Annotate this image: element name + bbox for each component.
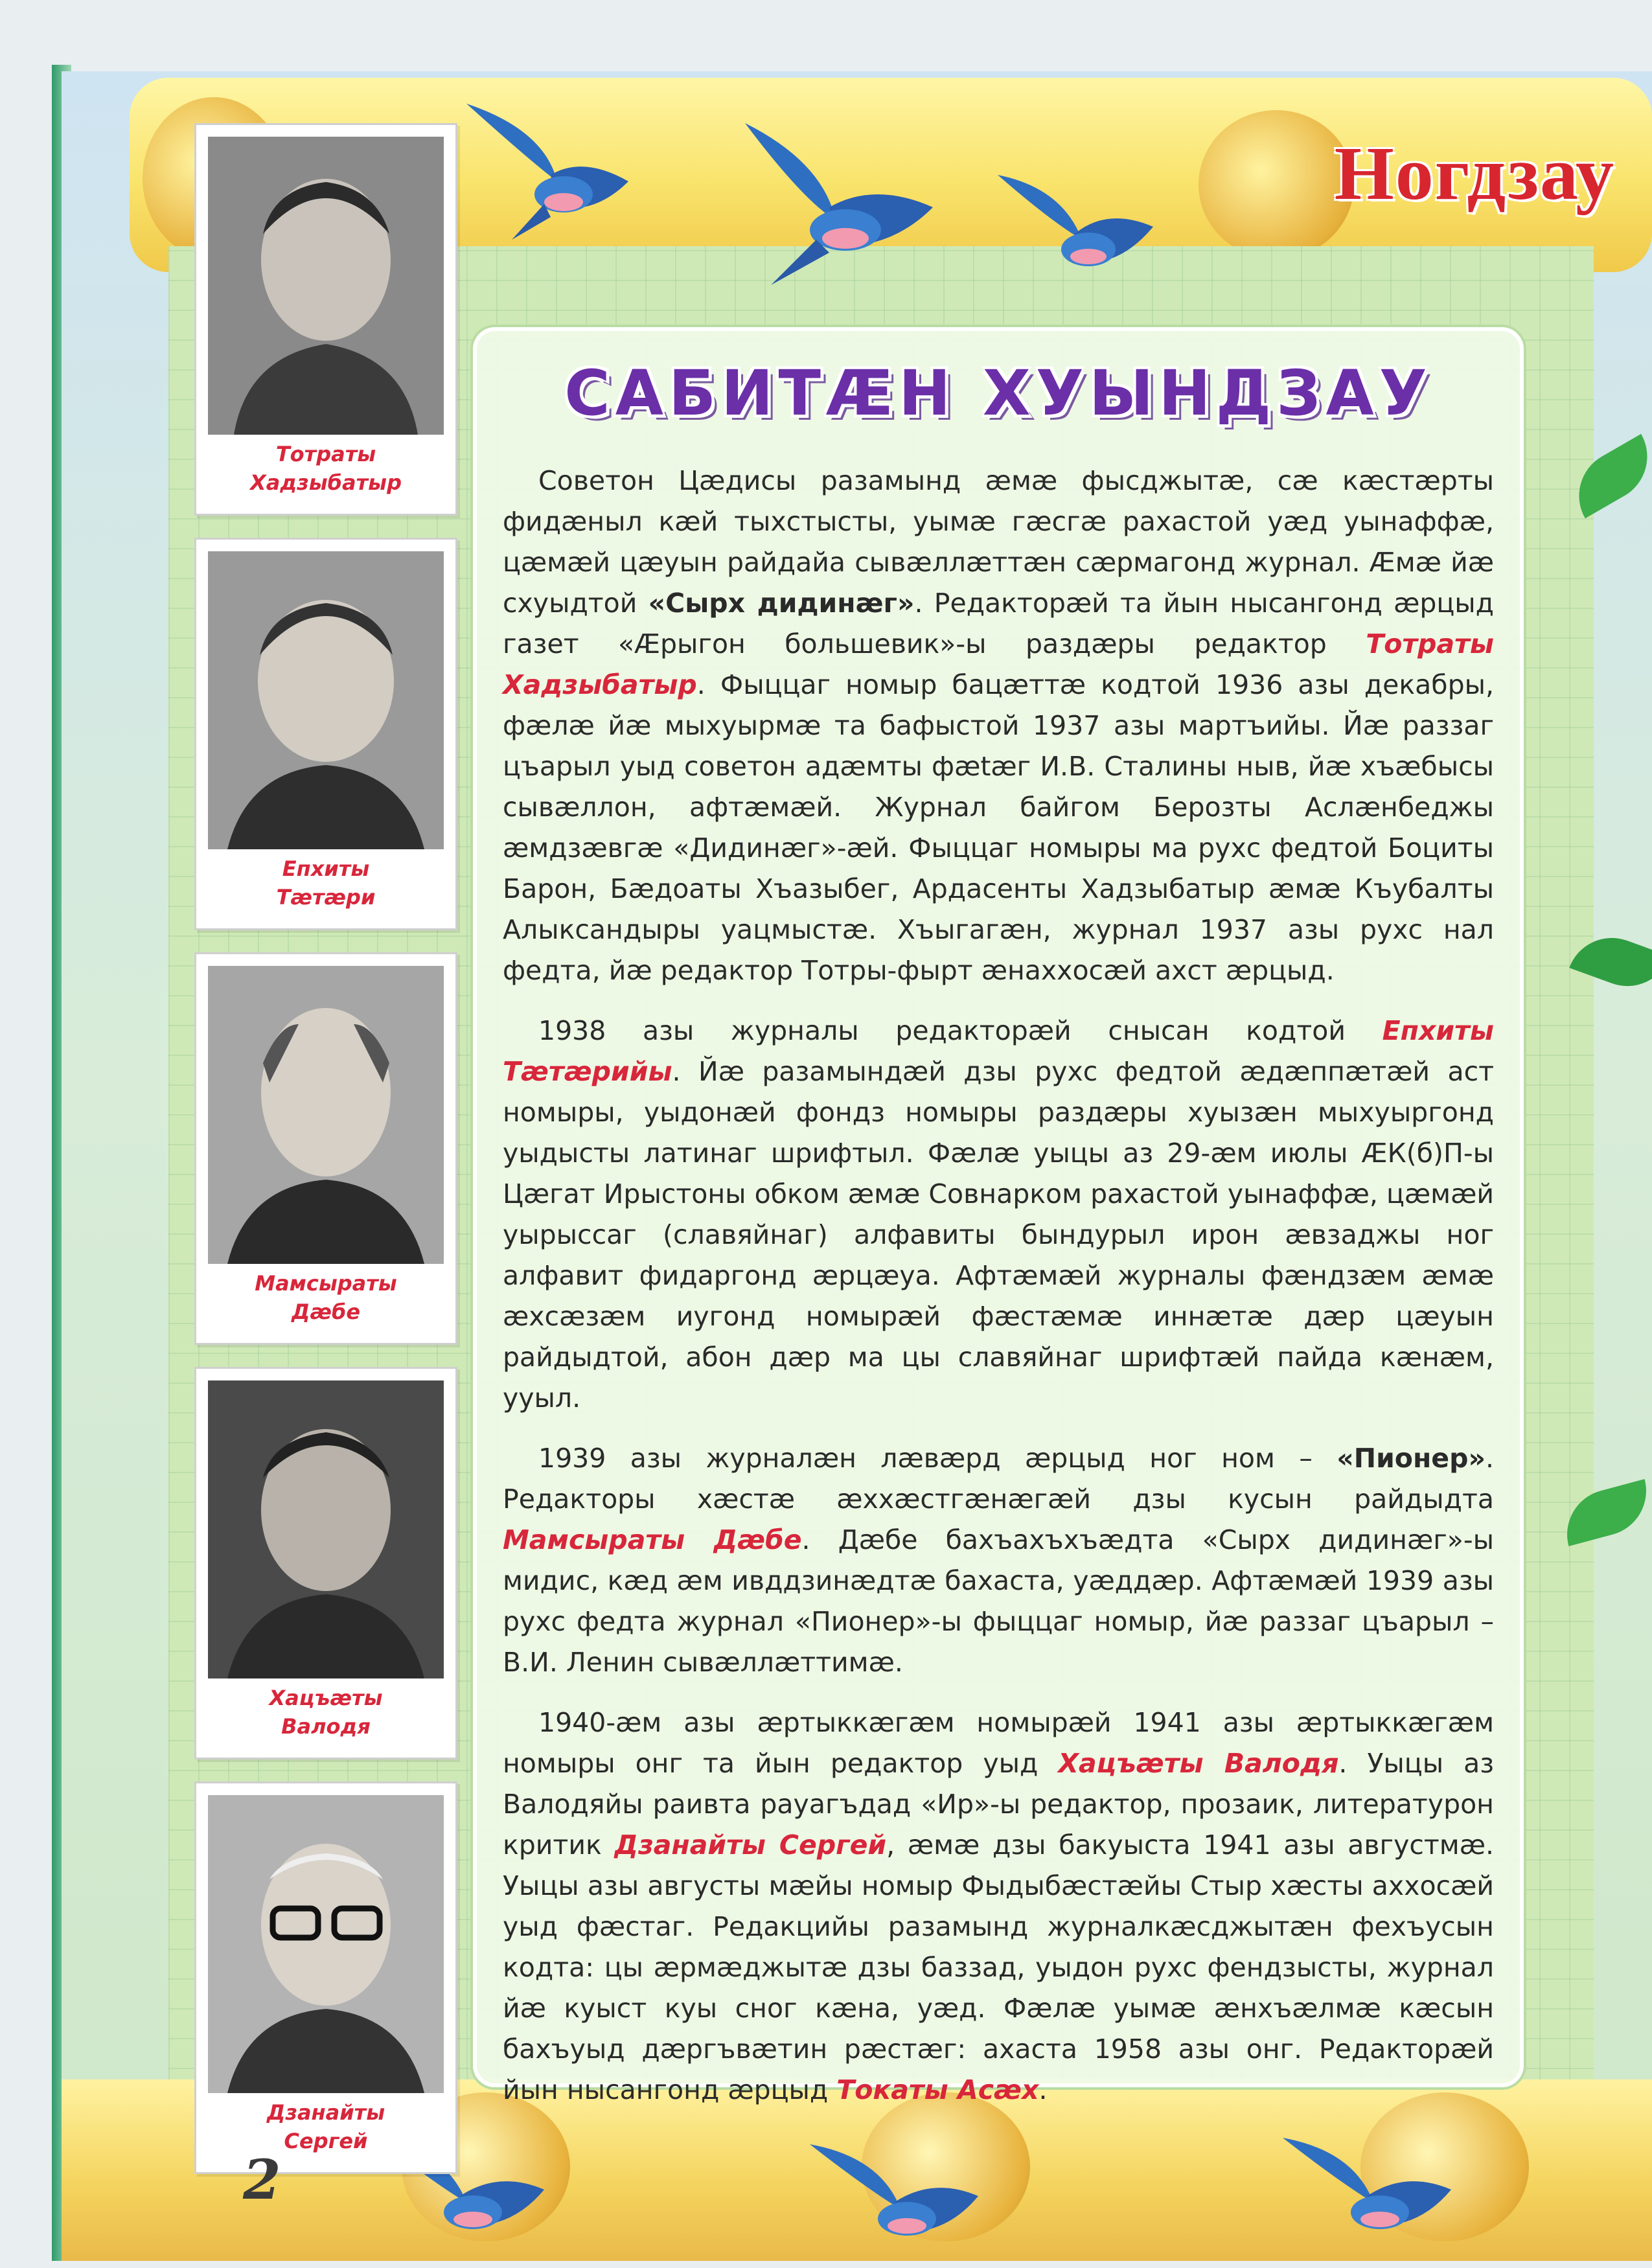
- text-run: 1938 азы журналы редакторæй снысан кодтой: [538, 1015, 1382, 1046]
- portrait-caption: [196, 2098, 455, 2155]
- text-run: . Дæбе бахъахъхъæдта «Сырх дидинæг»-ы мидис, кæд æм ивддзинæдтæ бахаста, уæддæр. Афтæмæй 1939 азы рухс федта журнал «Пионер»-ы фыццаг номыр, йæ раззаг цъарыл – В.И. Ленин сывæллæттимæ.: [503, 1524, 1494, 1678]
- article-panel: [473, 327, 1524, 2105]
- portrait-photo: [208, 966, 444, 1264]
- swallow-icon: [719, 110, 952, 292]
- bold-title: «Сырх дидинæг»: [648, 588, 915, 619]
- caption-line: Мамсыраты: [255, 1271, 397, 1296]
- caption-line: Дæбе: [291, 1300, 361, 1324]
- highlighted-name: Епхиты Тæтæрийы: [503, 1015, 1494, 1087]
- portrait-card: [194, 1781, 457, 2174]
- text-run: . Фыццаг номыр бацæттæ кодтой 1936 азы декабры, фæлæ йæ мыхуырмæ та бафыстой 1937 азы мартъийы. Йæ раззаг цъарыл уыд советон адæмты фætæг И.В. Сталины ныв, йæ хъæбысы сывæллон, афтæмæй. Журнал байгом Берозты Аслæнбеджы æмдзæвгæ «Дидинæг»-æй. Фыццаг номыры ма рухс федтой Боциты Барон, Бæдоаты Хъазыбег, Ардасенты Хадзыбатыр æмæ Къубалты Алыксандыры уацмыстæ. Хъыгагæн, журнал 1937 азы рухс нал федта, йæ редактор Тотры-фырт æнаххосæй ахст æрцыд.: [503, 669, 1494, 986]
- caption-line: Хадзыбатыр: [250, 470, 402, 495]
- caption-line: Епхиты: [282, 856, 370, 881]
- article-title: САБИТÆН ХУЫНДЗАУ: [564, 357, 1432, 430]
- portrait-card: [194, 123, 457, 516]
- highlighted-name: Хацъæты Валодя: [1058, 1748, 1339, 1779]
- article-paragraph: [503, 1702, 1494, 2111]
- text-run: . Редакторы хæстæ æххæстгæнæгæй дзы кусын райдыдта: [503, 1443, 1494, 1515]
- swallow-icon: [453, 84, 648, 253]
- swallow-icon: [985, 149, 1166, 292]
- portrait-card: [194, 538, 457, 930]
- portrait-caption: [196, 854, 455, 911]
- portrait-photo: [208, 1380, 444, 1678]
- article-paragraph: [503, 1011, 1494, 1419]
- highlighted-name: Мамсыраты Дæбе: [503, 1524, 802, 1555]
- portrait-photo: [208, 137, 444, 435]
- highlighted-name: Токаты Асæх: [836, 2074, 1039, 2105]
- portrait-photo: [208, 1795, 444, 2093]
- bold-title: «Пионер»: [1337, 1443, 1486, 1474]
- text-run: . Уыцы аз Валодяйы раивта рауагъдад «Ир»-ы редактор, прозаик, литературон критик: [503, 1748, 1494, 1861]
- caption-line: Дзанайты: [266, 2100, 385, 2125]
- portrait-photo: [208, 551, 444, 849]
- portrait-card: [194, 1367, 457, 1759]
- portrait-column: [194, 123, 453, 2153]
- article-body: [503, 461, 1494, 2130]
- swallow-icon: [1270, 2118, 1464, 2254]
- text-run: Советон Цæдисы разамынд æмæ фысджытæ, сæ кæстæрты фидæныл кæй тыхстысты, уымæ гæсгæ рахастой уæд уынаффæ, цæмæй цæуын райдайа сывæллæттæн сæрмагонд журнал. Æмæ йæ схуыдтой: [503, 465, 1494, 619]
- text-run: .: [1038, 2074, 1048, 2105]
- swallow-icon: [797, 2125, 991, 2254]
- caption-line: Валодя: [281, 1714, 371, 1739]
- portrait-caption: [196, 1684, 455, 1741]
- article-paragraph: [503, 461, 1494, 991]
- caption-line: Сергей: [284, 2129, 368, 2153]
- section-title: Ногдзау: [1335, 131, 1616, 216]
- text-run: . Йæ разамындæй дзы рухс федтой æдæппæтæй аст номыры, уыдонæй фондз номыры раздæры хуызæн мыхуыргонд уыдысты латинаг шрифтыл. Фæлæ уыцы аз 29-æм июлы ÆК(б)П-ы Цæгат Ирыстоны обком æмæ Совнарком рахастой уынаффæ, цæмæй уырыссаг (славяйнаг) алфавиты бындурыл ирон æвзаджы ног алфавит фидаргонд æрцæуа. Афтæмæй журналы фæндзæм æмæ æхсæзæм иугонд номырæй фæстæмæ иннæтæ дæр цæуын райдыдтой, абон дæр ма цы славяйнаг шрифтæй пайда кæнæм, ууыл.: [503, 1056, 1494, 1414]
- text-run: . Редакторæй та йын нысангонд æрцыд газет «Æрыгон большевик»-ы раздæры редактор: [503, 588, 1494, 659]
- caption-line: Тотраты: [275, 442, 376, 466]
- highlighted-name: Дзанайты Сергей: [614, 1829, 887, 1861]
- text-run: 1940-æм азы æртыккæгæм номырæй 1941 азы æртыккæгæм номыры онг та йын редактор уыд: [503, 1707, 1494, 1779]
- caption-line: Тæтæри: [276, 885, 376, 910]
- article-paragraph: [503, 1438, 1494, 1683]
- text-run: , æмæ дзы бакуыста 1941 азы августмæ. Уыцы азы августы мæйы номыр Фыдыбæстæйы Стыр хæсты аххосæй уыд фæстаг. Редакцийы разамынд журналкæсджытæн фехъусын кодта: цы æрмæджытæ дзы баззад, уыдон рухс фендзысты, журнал йæ куыст куы сног кæна, уæд. Фæлæ уымæ æнхъæлмæ кæсын бахъуыд дæргъвæтин рæстæг: ахаста 1958 азы онг. Редакторæй йын нысангонд æрцыд: [503, 1829, 1494, 2105]
- page-number: 2: [243, 2148, 281, 2212]
- highlighted-name: Тотраты Хадзыбатыр: [503, 628, 1494, 700]
- caption-line: Хацъæты: [269, 1686, 383, 1710]
- portrait-card: [194, 952, 457, 1345]
- text-run: 1939 азы журналæн лæвæрд æрцыд ног ном –: [538, 1443, 1337, 1474]
- portrait-caption: [196, 440, 455, 497]
- banner-scroll-right: [1199, 110, 1354, 259]
- portrait-caption: [196, 1269, 455, 1326]
